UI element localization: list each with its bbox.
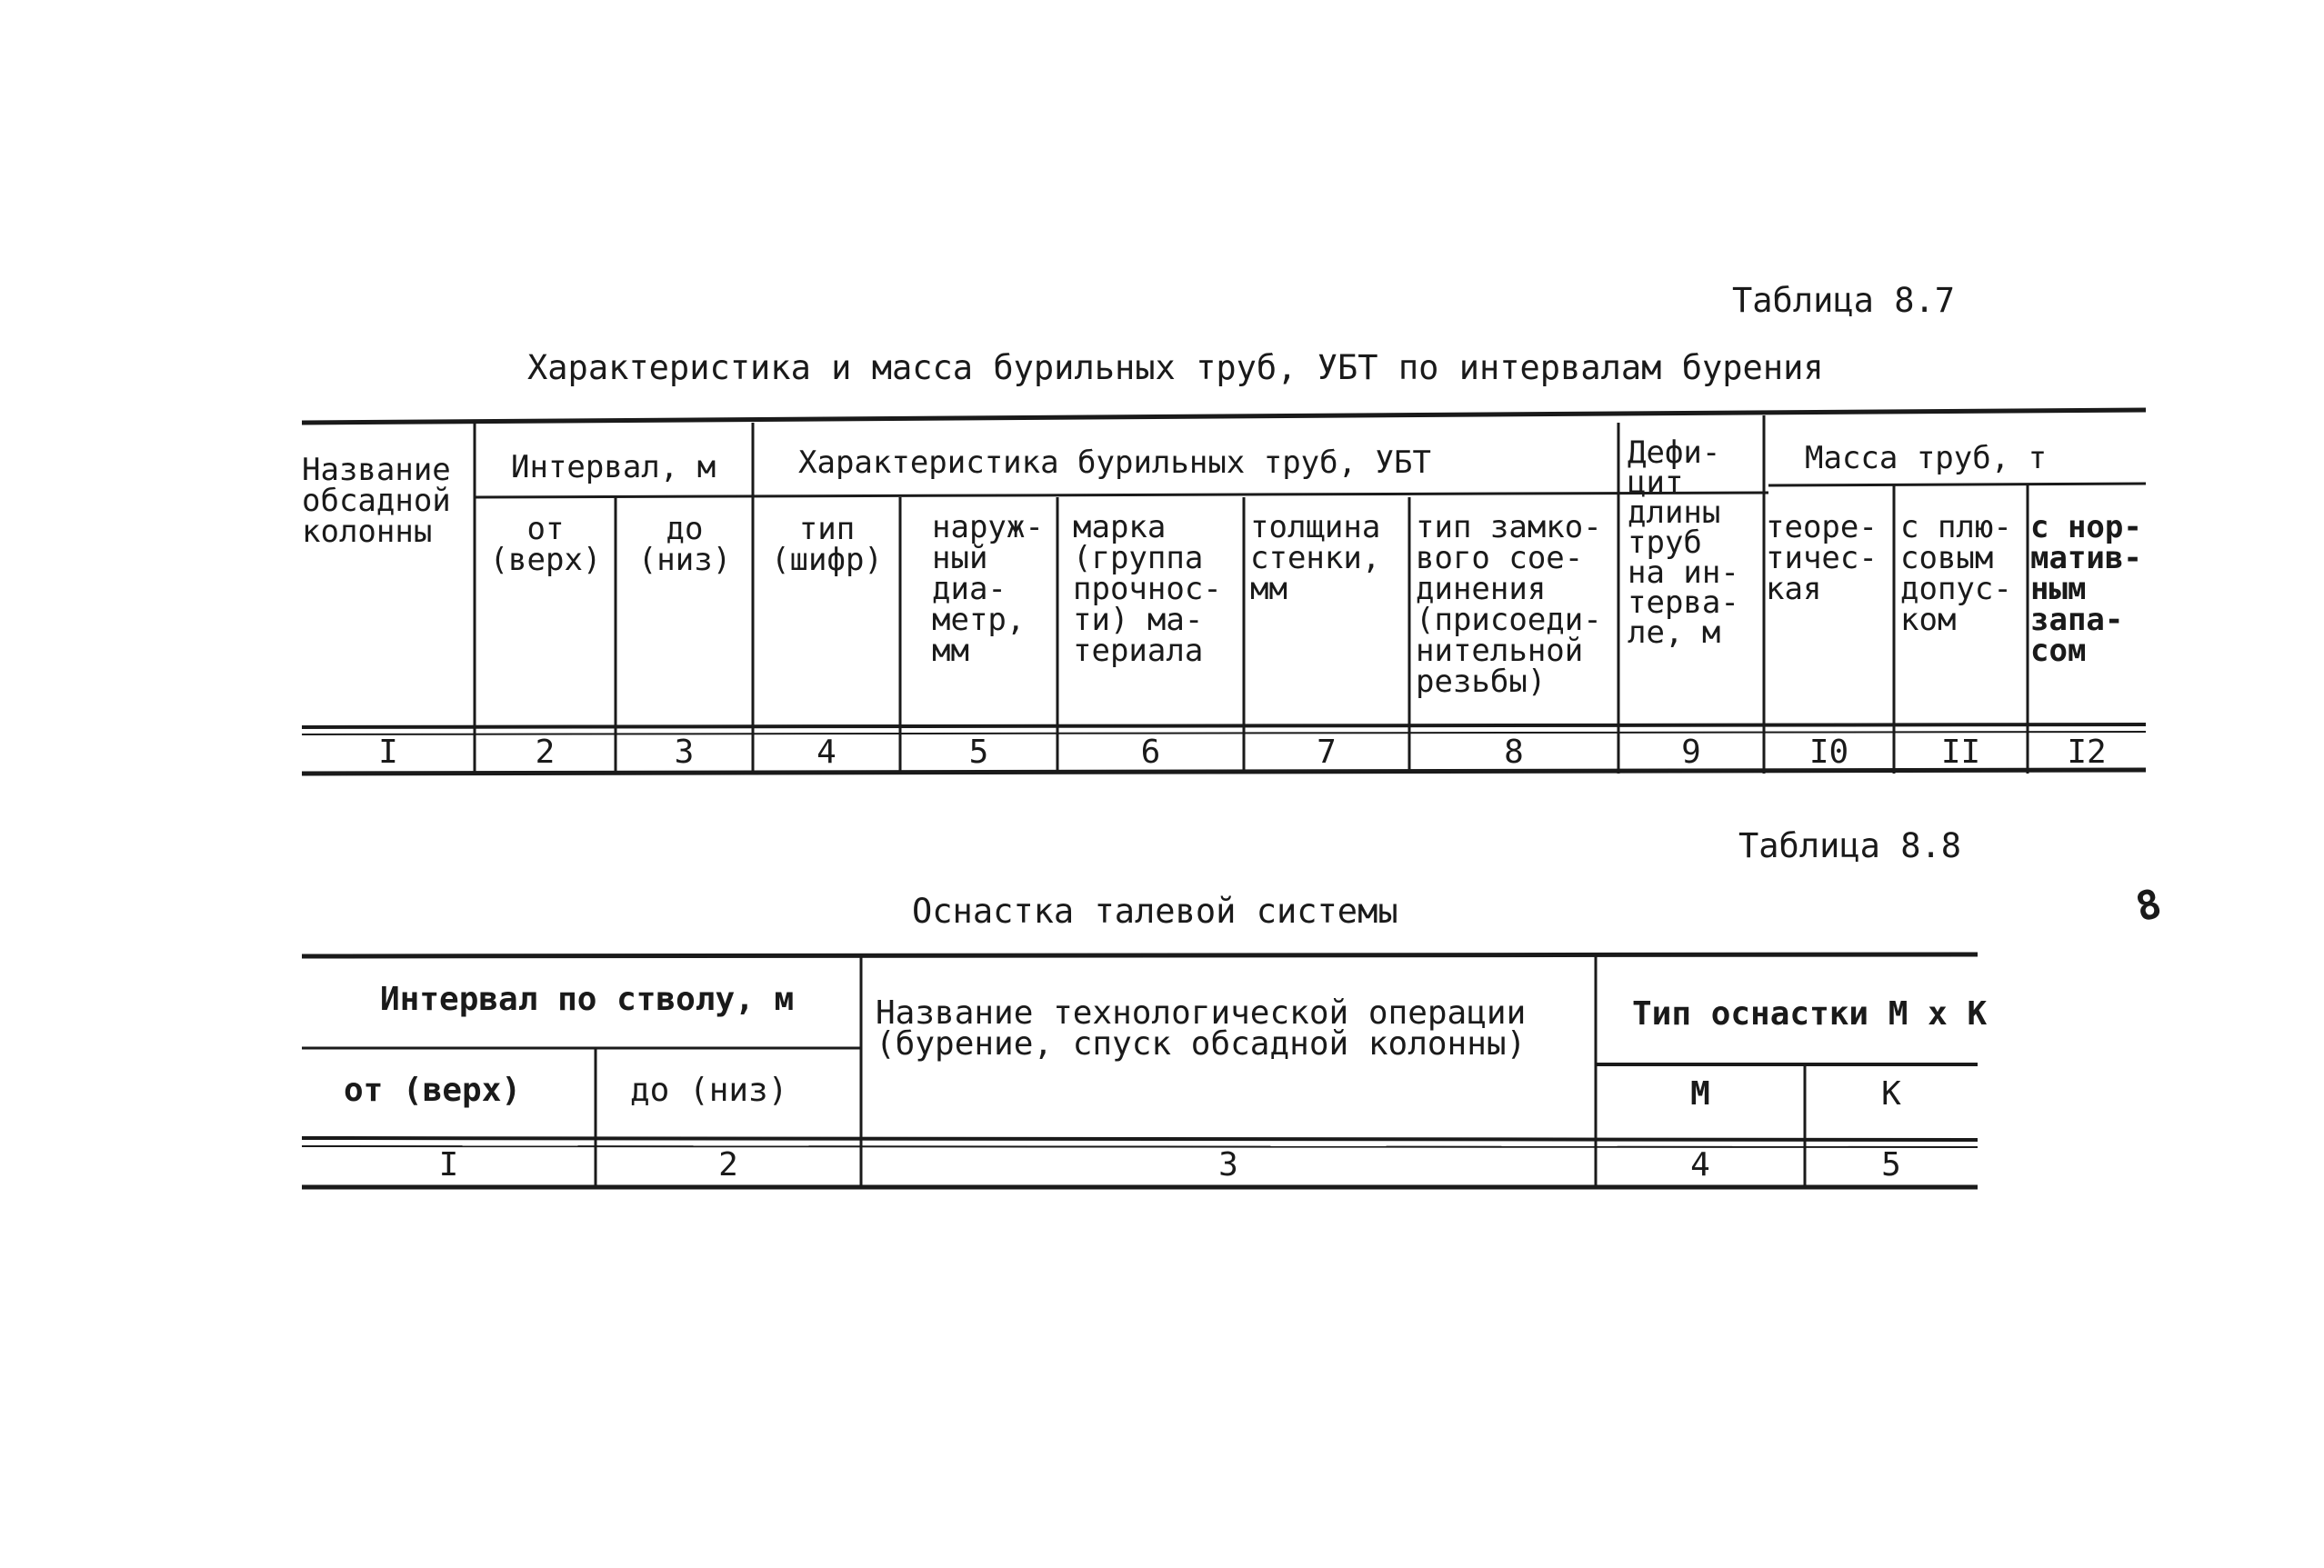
col-number: 8 bbox=[1504, 734, 1524, 771]
col-number: 3 bbox=[1218, 1146, 1238, 1183]
rigging-type-header: Тип оснастки М х К bbox=[1632, 995, 1988, 1033]
col-number: 5 bbox=[1881, 1146, 1901, 1183]
col-plus-tolerance-header: с плю- совым допус- ком bbox=[1900, 509, 2012, 638]
col-number: 4 bbox=[1690, 1146, 1710, 1183]
col-diameter-header: наруж- ный диа- метр, мм bbox=[932, 509, 1044, 669]
col-number: I2 bbox=[2067, 734, 2107, 771]
characteristics-group-header: Характеристика бурильных труб, УБТ bbox=[798, 444, 1431, 481]
col-number: 3 bbox=[674, 734, 695, 771]
col-to-header: до (низ) bbox=[630, 1072, 788, 1109]
col-type-header: тип (шифр) bbox=[771, 511, 883, 578]
col-number: I bbox=[438, 1146, 459, 1183]
col-number: 4 bbox=[816, 734, 836, 771]
col-theoretical-header: теоре- тичес- кая bbox=[1766, 509, 1878, 607]
col-normative-header: с нор- матив- ным запа- сом bbox=[2030, 509, 2142, 669]
col-k-header: К bbox=[1881, 1075, 1901, 1113]
col-number: 2 bbox=[535, 734, 556, 771]
col-joint-header: тип замко- вого сое- динения (присоеди- нительной резьбы) bbox=[1416, 509, 1602, 700]
col-from-header: от (верх) bbox=[344, 1072, 522, 1109]
table-8-8-label: Таблица 8.8 bbox=[1738, 826, 1962, 865]
interval-along-wellbore-header: Интервал по стволу, м bbox=[380, 981, 795, 1018]
mass-group-header: Масса труб, т bbox=[1805, 440, 2048, 476]
col-from-header: от (верх) bbox=[489, 511, 602, 578]
col-number: 9 bbox=[1681, 734, 1701, 771]
col-number: 6 bbox=[1140, 734, 1161, 771]
col-number: 2 bbox=[718, 1146, 738, 1183]
margin-mark: 8 bbox=[2130, 880, 2167, 932]
col-operation-header: Название технологической операции (бурение, спуск обсадной колонны) bbox=[876, 994, 1527, 1063]
col-deficit-header: Дефи- цит длины труб на ин- терва- ле, м bbox=[1628, 434, 1739, 651]
table-8-7-label: Таблица 8.7 bbox=[1732, 281, 1956, 320]
col-number: I bbox=[378, 734, 398, 771]
table-8-8-title: Оснастка талевой системы bbox=[912, 892, 1398, 931]
table-8-7-title: Характеристика и масса бурильных труб, УБТ по интервалам бурения bbox=[527, 348, 1824, 387]
col-wall-header: толщина стенки, мм bbox=[1250, 509, 1381, 607]
col-casing-name-header: Название обсадной колонны bbox=[302, 452, 451, 550]
interval-group-header: Интервал, м bbox=[511, 449, 716, 485]
col-grade-header: марка (группа прочнос- ти) ма- териала bbox=[1073, 509, 1222, 669]
col-to-header: до (низ) bbox=[637, 511, 732, 578]
col-number: 5 bbox=[968, 734, 989, 771]
col-number: I0 bbox=[1808, 734, 1849, 771]
col-m-header: М bbox=[1690, 1075, 1710, 1113]
col-number: II bbox=[1940, 734, 1981, 771]
col-number: 7 bbox=[1317, 734, 1337, 771]
